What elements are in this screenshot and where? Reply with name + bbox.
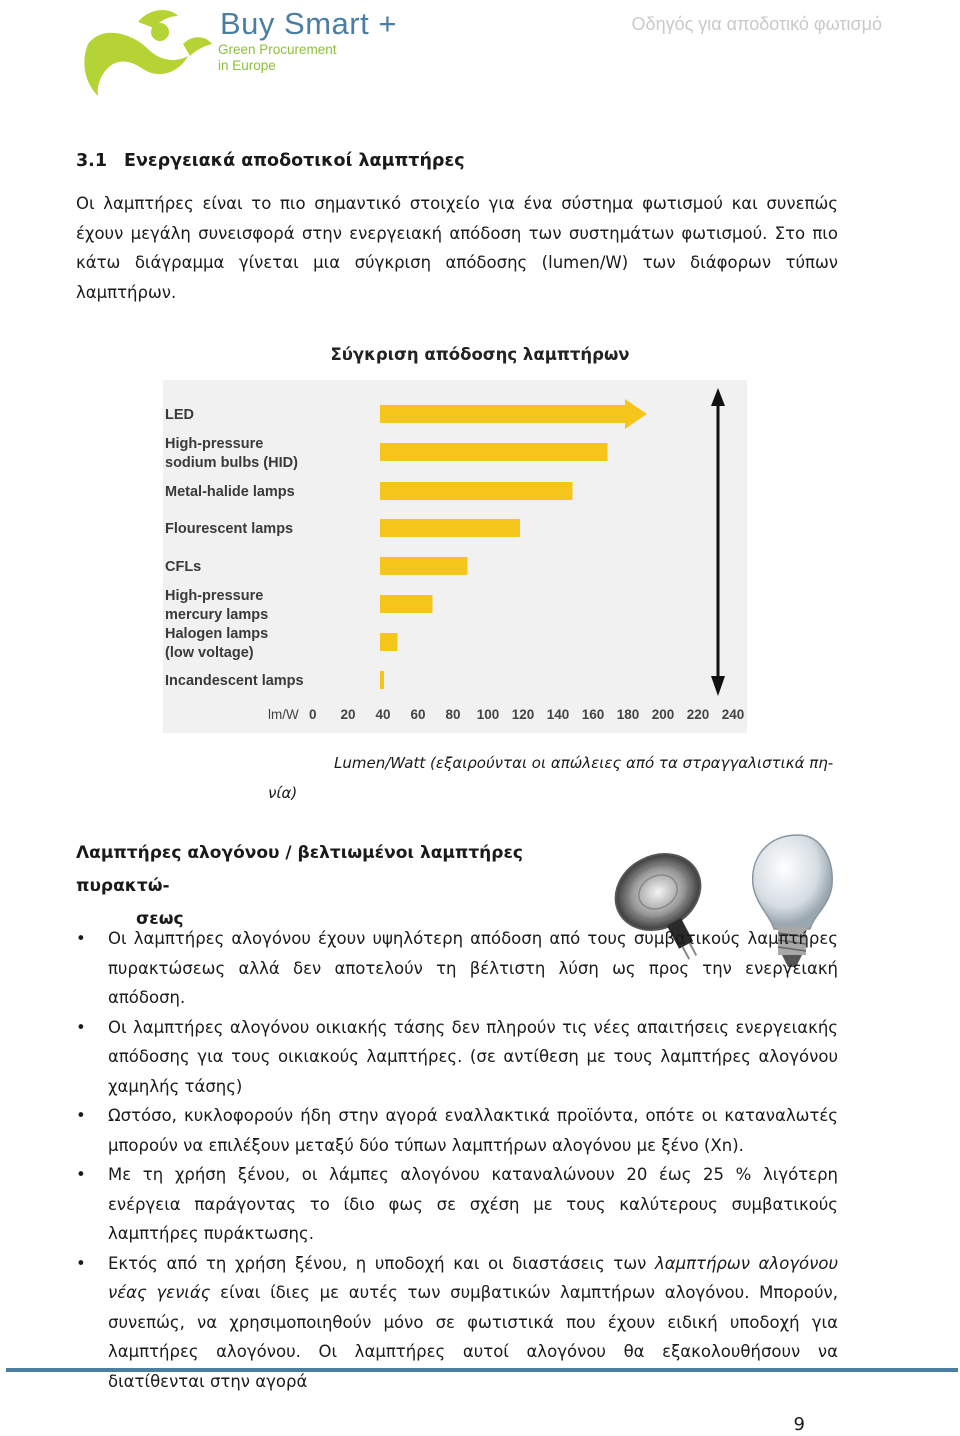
logo-subtitle-line1: Green Procurement	[218, 42, 337, 57]
page-number: 9	[793, 1414, 805, 1435]
bullet-text: Οι λαμπτήρες αλογόνου οικιακής τάσης δεν πληρούν τις νέες απαιτήσεις ενεργειακής απόδοσης για τους οικιακούς λαμπτήρες. (σε αντίθεση με τους λαμπτήρες αλογόνου χαμηλής τάσης)	[108, 1017, 838, 1096]
x-tick-label: 40	[375, 707, 391, 722]
category-label: Flourescent lamps	[165, 521, 294, 537]
bullet-text: Ωστόσο, κυκλοφορούν ήδη στην αγορά εναλλακτικά προϊόντα, οπότε οι καταναλωτές μπορούν να επιλέξουν μεταξύ δύο τύπων λαμπτήρων αλογόνου με ξένο (Xn).	[108, 1106, 838, 1155]
subheading-line2: σεως	[136, 909, 184, 929]
x-tick-label: 240	[721, 707, 745, 722]
running-title: Οδηγός για αποδοτικό φωτισμό	[631, 14, 882, 34]
x-tick-label: 120	[511, 707, 535, 722]
led-arrowhead	[625, 399, 647, 429]
bullet-list	[76, 924, 838, 1396]
bullet-glyph: •	[76, 1165, 86, 1184]
x-tick-label: 0	[309, 707, 317, 722]
category-label: LED	[165, 407, 194, 423]
intro-paragraph: Οι λαμπτήρες είναι το πιο σημαντικό στοιχείο για ένα σύστημα φωτισμού και συνεπώς έχουν μεγάλη συνεισφορά στην ενεργειακή απόδοση των συστημάτων φωτισμού. Στο πιο κάτω διάγραμμα γίνεται μια σύγκριση απόδοσης (lumen/W) των διάφορων τύπων λαμπτήρων.	[76, 194, 838, 302]
section-title: Ενεργειακά αποδοτικοί λαμπτήρες	[124, 151, 465, 171]
x-tick-label: 180	[616, 707, 640, 722]
bullet-glyph: •	[76, 929, 86, 948]
section-number: 3.1	[76, 151, 108, 171]
logo	[78, 4, 397, 99]
x-axis-label: lm/W	[268, 707, 299, 722]
x-tick-label: 20	[340, 707, 356, 722]
category-label: Incandescent lamps	[165, 673, 304, 689]
efficiency-chart	[163, 380, 747, 733]
chart-title: Σύγκριση απόδοσης λαμπτήρων	[330, 345, 630, 364]
bar	[380, 633, 398, 651]
x-tick-label: 220	[686, 707, 710, 722]
logo-subtitle	[218, 42, 337, 74]
list-item	[76, 924, 838, 1013]
list-item	[76, 1013, 838, 1102]
list-item	[76, 1160, 838, 1249]
subheading-line1: Λαμπτήρες αλογόνου / βελτιωμένοι λαμπτήρες πυρακτώ-	[76, 843, 523, 896]
chart-svg	[163, 380, 747, 733]
list-item	[76, 1249, 838, 1397]
x-tick-label: 80	[445, 707, 461, 722]
bullet-glyph: •	[76, 1017, 86, 1037]
x-tick-label: 100	[476, 707, 500, 722]
bar	[380, 557, 468, 575]
bar	[380, 405, 625, 423]
category-label: High-pressure sodium bulbs (HID)	[165, 436, 298, 471]
logo-title: Buy Smart +	[220, 6, 397, 41]
bullet-glyph: •	[76, 1106, 86, 1125]
bullet-text-start: Εκτός από τη χρήση ξένου, η υποδοχή και οι διαστάσεις των	[108, 1253, 655, 1273]
bar	[380, 595, 433, 613]
x-tick-label: 140	[546, 707, 570, 722]
bullet-text: Με τη χρήση ξένου, οι λάμπες αλογόνου καταναλώνουν 20 έως 25 % λιγότερη ενέργεια παράγοντας το ίδιο φως σε σχέση με τους καλύτερους συμβατικούς λαμπτήρες πυράκτωσης.	[108, 1165, 838, 1243]
chart-caption	[240, 748, 840, 808]
category-label: CFLs	[165, 559, 202, 575]
x-tick-label: 200	[651, 707, 675, 722]
arrow-down-icon	[711, 676, 725, 696]
list-item	[76, 1101, 838, 1160]
bar	[380, 671, 384, 689]
category-label: Metal-halide lamps	[165, 484, 295, 500]
arrow-up-icon	[711, 388, 725, 406]
bar	[380, 443, 608, 461]
x-tick-label: 60	[410, 707, 426, 722]
bullet-text: Οι λαμπτήρες αλογόνου έχουν υψηλότερη απόδοση από τους συμβατικούς λαμπτήρες πυρακτώσεως αλλά δεν αποτελούν τη βέλτιστη λύση ως προς την ενεργειακή απόδοση.	[108, 929, 838, 1007]
bullet-text	[108, 1249, 838, 1397]
bar	[380, 519, 520, 537]
logo-figure-icon	[78, 4, 218, 99]
bullet-glyph: •	[76, 1253, 86, 1273]
x-tick-label: 160	[581, 707, 605, 722]
footer-rule	[6, 1368, 958, 1372]
bullet-text-italic: λαμπτήρων αλογόνου νέας γενιάς	[108, 1253, 839, 1302]
logo-subtitle-line2: in Europe	[218, 58, 276, 73]
bar	[380, 482, 573, 500]
subheading	[76, 837, 586, 936]
category-label: Halogen lamps (low voltage)	[165, 626, 269, 661]
chart-caption-line2: νία)	[268, 784, 298, 802]
chart-caption-line1: Lumen/Watt (εξαιρούνται οι απώλειες από τα στραγγαλιστικά πη-	[334, 754, 834, 772]
bullet-text-end: είναι ίδιες με αυτές των συμβατικών λαμπτήρων αλογόνου. Μπορούν, συνεπώς, να χρησιμοποιηθούν μόνο σε φωτιστικά που έχουν ειδική υποδοχή για λαμπτήρες αλογόνου. Οι λαμπτήρες αυτοί αλογόνου θα εξακολουθήσουν να διατίθενται στην αγορά	[108, 1283, 838, 1391]
section-heading	[76, 151, 465, 171]
category-label: High-pressure mercury lamps	[165, 588, 269, 623]
